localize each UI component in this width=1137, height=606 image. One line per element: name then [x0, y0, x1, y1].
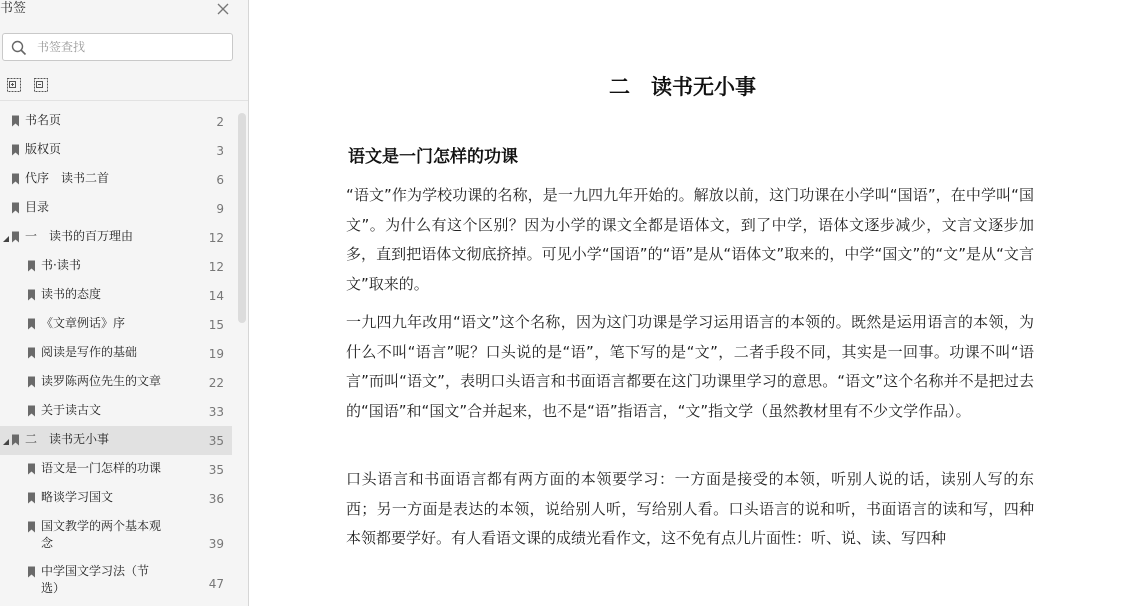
bookmark-label: 中学国文学习法（节选） [41, 564, 150, 595]
paragraph: “语文”作为学校功课的名称，是一九四九年开始的。解放以前，这门功课在小学叫“国语”，在中学叫“国文”。为什么有这个区别？因为小学的课文全都是语体文，到了中学，语体文逐步减少，文言文逐步加多，直到把语体文彻底挤掉。可见小学“国语”的“语”是从“语体文”取来的，中学“国文”的“文”是从“文言文”取来的。 [346, 186, 1034, 293]
bookmark-label: 阅读是写作的基础 [41, 345, 138, 359]
bookmark-label: 《文章例话》序 [41, 316, 126, 330]
bookmark-page-number: 6 [216, 173, 224, 187]
bookmark-item[interactable] [0, 107, 232, 136]
bookmark-page-number: 14 [208, 289, 224, 303]
bookmark-label: 版权页 [25, 142, 62, 156]
search-icon [11, 40, 27, 56]
bookmark-item[interactable] [0, 136, 232, 165]
sidebar-divider [0, 100, 248, 101]
document-page [249, 0, 1137, 606]
paragraph: 一九四九年改用“语文”这个名称，因为这门功课是学习运用语言的本领的。既然是运用语言的本领，为什么不叫“语言”呢？口头说的是“语”，笔下写的是“文”，二者手段不同，其实是一回事。功课不叫“语言”而叫“语文”，表明口头语言和书面语言都要在这门功课里学习的意思。“语文”这个名称并不是把过去的“国语”和“国文”合并起来，也不是“语”指语言，“文”指文学（虽然教材里有不少文学作品）。 [346, 313, 1034, 420]
bookmark-icon [27, 289, 36, 301]
sidebar-title: 书签 [0, 1, 27, 16]
bookmark-item[interactable] [0, 223, 232, 252]
bookmark-icon [27, 492, 36, 504]
collapse-triangle-icon[interactable] [2, 235, 10, 243]
bookmark-icon [11, 115, 20, 127]
bookmark-item[interactable] [0, 426, 232, 455]
sidebar-scrollbar[interactable] [238, 113, 246, 323]
bookmark-label: 读书的态度 [41, 287, 102, 301]
bookmark-label: 读罗陈两位先生的文章 [41, 374, 162, 388]
bookmark-icon [27, 566, 36, 578]
bookmark-page-number: 12 [208, 260, 224, 274]
paragraph: 口头语言和书面语言都有两方面的本领要学习：一方面是接受的本领，听别人说的话，读别人写的东西；另一方面是表达的本领，说给别人听，写给别人看。口头语言的说和听，书面语言的读和写，四种本领都要学好。有人看语文课的成绩光看作文，这不免有点儿片面性：听、说、读、写四种 [346, 470, 1034, 547]
bookmark-item[interactable] [0, 194, 232, 223]
bookmark-item[interactable] [0, 339, 232, 368]
bookmark-item[interactable] [0, 310, 232, 339]
bookmark-search-input[interactable] [37, 38, 227, 56]
bookmark-item[interactable] [0, 484, 232, 513]
bookmark-icon [27, 405, 36, 417]
bookmark-item[interactable] [0, 281, 232, 310]
expand-all-icon[interactable] [6, 77, 22, 93]
bookmark-item[interactable] [0, 558, 232, 598]
bookmark-item[interactable] [0, 513, 232, 558]
bookmark-label: 目录 [25, 200, 50, 214]
bookmark-label: 国文教学的两个基本观念 [41, 519, 162, 550]
bookmark-icon [11, 231, 20, 243]
bookmark-page-number: 12 [208, 231, 224, 245]
bookmark-icon [27, 463, 36, 475]
bookmark-sidebar [0, 0, 249, 606]
bookmark-icon [27, 318, 36, 330]
collapse-triangle-icon[interactable] [2, 438, 10, 446]
bookmark-page-number: 33 [208, 405, 224, 419]
bookmark-icon [11, 202, 20, 214]
bookmark-item[interactable] [0, 252, 232, 281]
bookmark-page-number: 36 [208, 492, 224, 506]
bookmark-item[interactable] [0, 397, 232, 426]
bookmark-label: 书名页 [25, 113, 62, 127]
bookmark-label: 一 读书的百万理由 [25, 229, 134, 243]
close-icon[interactable] [216, 2, 230, 16]
collapse-all-icon[interactable] [33, 77, 49, 93]
bookmark-item[interactable] [0, 455, 232, 484]
bookmark-page-number: 3 [216, 144, 224, 158]
bookmark-item[interactable] [0, 368, 232, 397]
bookmark-label: 语文是一门怎样的功课 [41, 461, 162, 475]
bookmark-item[interactable] [0, 165, 232, 194]
bookmark-label: 书·读书 [41, 258, 81, 272]
bookmark-icon [27, 347, 36, 359]
bookmark-page-number: 22 [208, 376, 224, 390]
bookmark-icon [27, 376, 36, 388]
bookmark-icon [27, 260, 36, 272]
bookmark-label: 关于读古文 [41, 403, 102, 417]
bookmark-label: 二 读书无小事 [25, 432, 110, 446]
bookmark-page-number: 9 [216, 202, 224, 216]
bookmark-page-number: 35 [208, 463, 224, 477]
bookmark-label: 略谈学习国文 [41, 490, 114, 504]
bookmark-page-number: 19 [208, 347, 224, 361]
section-title: 语文是一门怎样的功课 [348, 147, 518, 167]
bookmark-icon [11, 434, 20, 446]
bookmark-icon [11, 144, 20, 156]
bookmark-page-number: 47 [208, 577, 224, 591]
bookmark-page-number: 35 [208, 434, 224, 448]
bookmark-search-box[interactable] [2, 33, 233, 61]
bookmark-icon [27, 521, 36, 533]
bookmark-page-number: 15 [208, 318, 224, 332]
chapter-title: 二 读书无小事 [609, 74, 756, 99]
bookmark-icon [11, 173, 20, 185]
bookmark-page-number: 2 [216, 115, 224, 129]
bookmark-label: 代序 读书二首 [25, 171, 110, 185]
bookmark-page-number: 39 [208, 537, 224, 551]
